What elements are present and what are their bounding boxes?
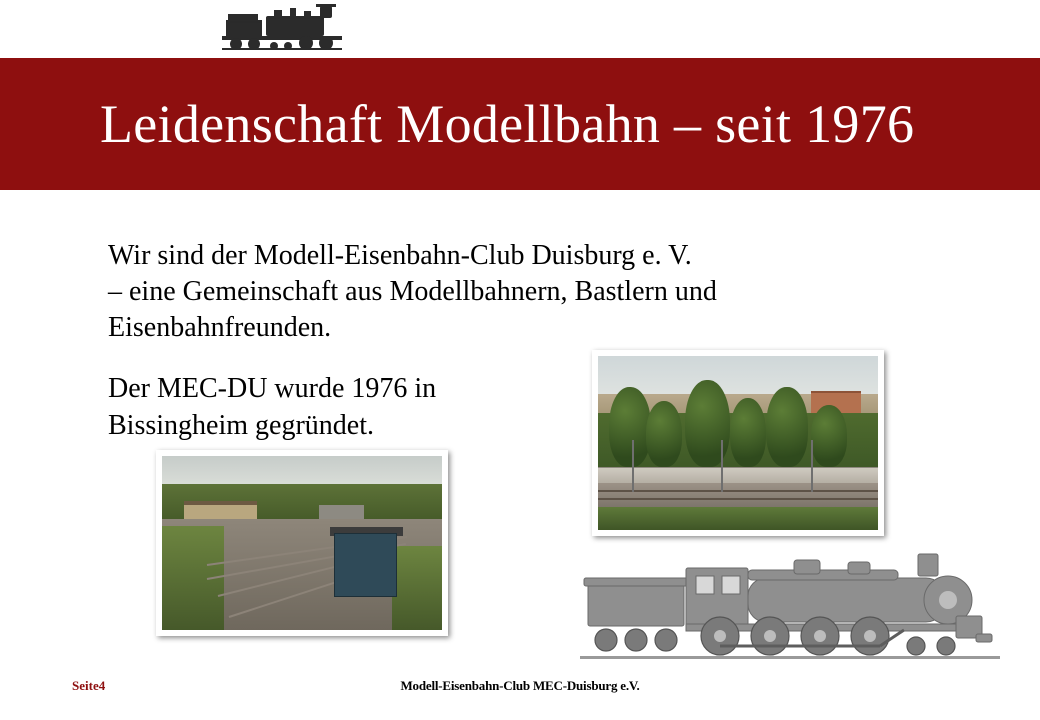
photo-layout-tracks (156, 450, 448, 636)
photo-catenary-mast (811, 440, 813, 492)
paragraph-founding-line-2: Bissingheim gegründet. (108, 409, 374, 441)
photo-foreground-grass (598, 507, 878, 530)
steam-locomotive-illustration (580, 548, 1000, 676)
photo-tree (609, 387, 651, 467)
photo-catenary-mast (632, 440, 634, 492)
paragraph-founding-line-1: Der MEC-DU wurde 1976 in (108, 373, 437, 405)
photo-signal-box (334, 533, 398, 598)
photo-catenary-mast (721, 440, 723, 492)
photo-layout-tracks-image (162, 456, 442, 630)
paragraph-intro-line-1: Wir sind der Modell-Eisenbahn-Club Duisburg e. V. (108, 240, 692, 271)
paragraph-founding (108, 371, 538, 444)
photo-tree (766, 387, 808, 467)
photo-layout-embankment-image (598, 356, 878, 530)
photo-tree (646, 401, 682, 467)
photo-tree (811, 405, 847, 468)
paragraph-intro-line-2: – eine Gemeinschaft aus Modellbahnern, Bastlern und (108, 275, 717, 307)
photo-right-embankment (392, 546, 442, 630)
photo-tree (730, 398, 766, 468)
footer-club-name: Modell-Eisenbahn-Club MEC-Duisburg e.V. (400, 678, 640, 693)
photo-rail (598, 490, 878, 492)
paragraph-intro (108, 238, 928, 345)
footer-page-number: Seite4 (72, 678, 106, 693)
photo-track-bed (598, 483, 878, 507)
title-banner (0, 58, 1040, 190)
paragraph-intro-line-3: Eisenbahnfreunden. (108, 311, 332, 343)
photo-rail (598, 498, 878, 500)
photo-layout-embankment (592, 350, 884, 536)
page-title: Leidenschaft Modellbahn – seit 1976 (100, 93, 915, 154)
steam-locomotive-emblem-icon (216, 2, 348, 58)
